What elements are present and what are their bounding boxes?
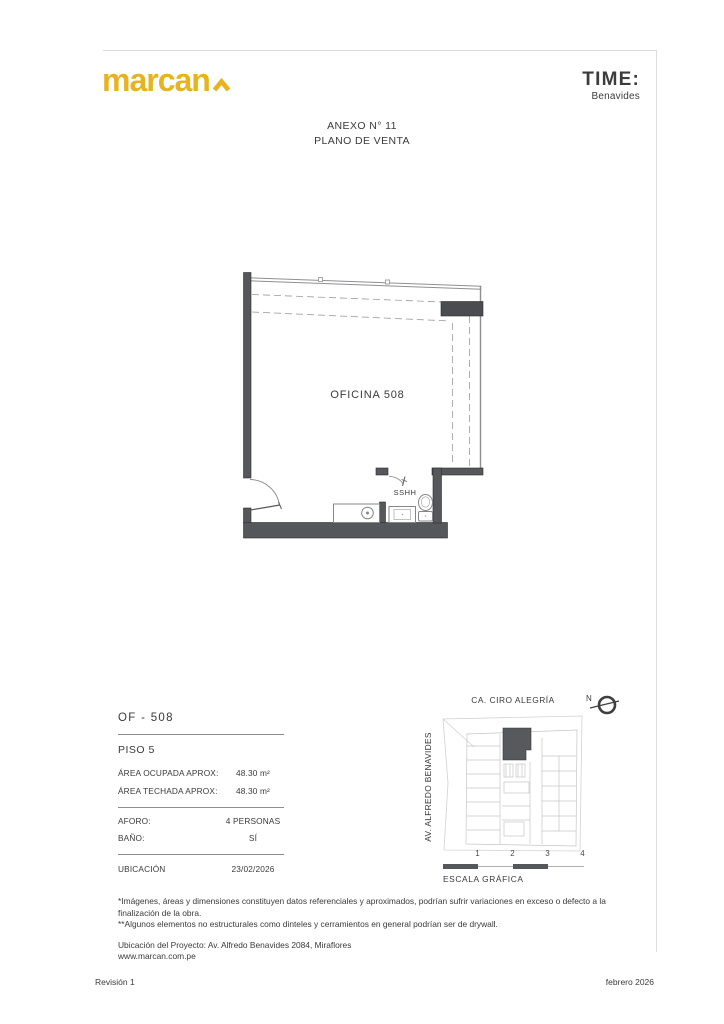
structural-column bbox=[441, 302, 483, 317]
scale-bar-segment bbox=[443, 864, 478, 869]
scale-tick: 4 bbox=[580, 849, 585, 858]
north-letter: N bbox=[586, 694, 592, 703]
graphic-scale-bar bbox=[443, 864, 584, 869]
ceiling-projection-dashes bbox=[252, 295, 470, 467]
scale-tick-labels bbox=[440, 849, 586, 859]
scale-tick: 2 bbox=[510, 849, 515, 858]
project-location: Ubicación del Proyecto: Av. Alfredo Benavides 2084, Miraflores bbox=[118, 939, 352, 950]
facade-mullion bbox=[319, 278, 323, 282]
entry-door bbox=[248, 480, 282, 511]
north-indicator-icon bbox=[580, 689, 624, 719]
info-label: ÁREA OCUPADA APROX: bbox=[118, 768, 219, 778]
marcan-caret-icon bbox=[212, 63, 231, 99]
info-label: ÁREA TECHADA APROX: bbox=[118, 786, 218, 796]
bathroom-label: SSHH bbox=[393, 488, 417, 497]
info-value: 23/02/2026 bbox=[231, 864, 275, 874]
floor-plan-drawing bbox=[230, 262, 492, 554]
info-divider bbox=[118, 854, 284, 855]
info-value: 48.30 m² bbox=[236, 786, 270, 796]
time-logo-text: TIME: bbox=[582, 69, 640, 90]
scale-label: ESCALA GRÁFICA bbox=[443, 874, 524, 884]
bathroom-sink bbox=[389, 507, 416, 523]
key-plan-map bbox=[440, 710, 586, 862]
info-value: SÍ bbox=[248, 833, 258, 843]
info-label: UBICACIÓN bbox=[118, 864, 166, 874]
scale-bar-segment bbox=[513, 864, 548, 869]
unit-code: OF - 508 bbox=[118, 712, 174, 724]
scale-tick: 3 bbox=[545, 849, 550, 858]
document-title-line1: ANEXO N° 11 bbox=[327, 120, 397, 132]
scale-tick: 1 bbox=[475, 849, 480, 858]
info-row-aforo bbox=[118, 817, 284, 826]
info-value: 4 PERSONAS bbox=[225, 816, 281, 826]
highlighted-unit bbox=[503, 728, 531, 760]
glass-facade bbox=[249, 278, 482, 289]
kitchenette-counter bbox=[334, 504, 380, 523]
info-label: BAÑO: bbox=[118, 833, 145, 843]
notes-block bbox=[118, 896, 632, 963]
bathroom-door bbox=[389, 476, 407, 486]
info-row-ubicacion bbox=[118, 865, 284, 874]
info-row-area-ocupada bbox=[118, 769, 284, 778]
unit-info-panel bbox=[118, 712, 284, 874]
note-2: **Algunos elementos no estructurales como dinteles y cerramientos en general podrían ser de drywall. bbox=[118, 919, 498, 929]
document-title-line2: PLANO DE VENTA bbox=[314, 135, 410, 147]
page-frame-right-border bbox=[656, 50, 657, 952]
floor-label: PISO 5 bbox=[118, 744, 155, 756]
room-label: OFICINA 508 bbox=[330, 389, 405, 401]
info-divider bbox=[118, 807, 284, 808]
document-title bbox=[0, 119, 724, 149]
time-logo bbox=[582, 70, 640, 102]
footer-date: febrero 2026 bbox=[605, 977, 654, 987]
street-label-top: CA. CIRO ALEGRÍA bbox=[471, 695, 555, 705]
info-divider bbox=[118, 734, 284, 735]
time-logo-sublabel: Benavides bbox=[591, 91, 640, 102]
toilet bbox=[419, 495, 433, 522]
info-value: 48.30 m² bbox=[236, 768, 270, 778]
info-row-bano bbox=[118, 834, 284, 843]
footer-revision: Revisión 1 bbox=[95, 977, 135, 987]
info-label: AFORO: bbox=[118, 816, 151, 826]
street-label-left: AV. ALFREDO BENAVIDES bbox=[423, 732, 433, 842]
facade-mullion bbox=[386, 280, 390, 284]
marcan-logo bbox=[102, 62, 231, 99]
info-row-area-techada bbox=[118, 787, 284, 796]
note-1: *Imágenes, áreas y dimensiones constituyen datos referenciales y aproximados, podrían sufrir variaciones en exceso o defecto a la finalización de la obra. bbox=[118, 896, 606, 918]
marcan-logo-text: marcan bbox=[102, 62, 210, 98]
website-url: www.marcan.com.pe bbox=[118, 951, 196, 961]
page-frame-top-border bbox=[103, 50, 657, 51]
